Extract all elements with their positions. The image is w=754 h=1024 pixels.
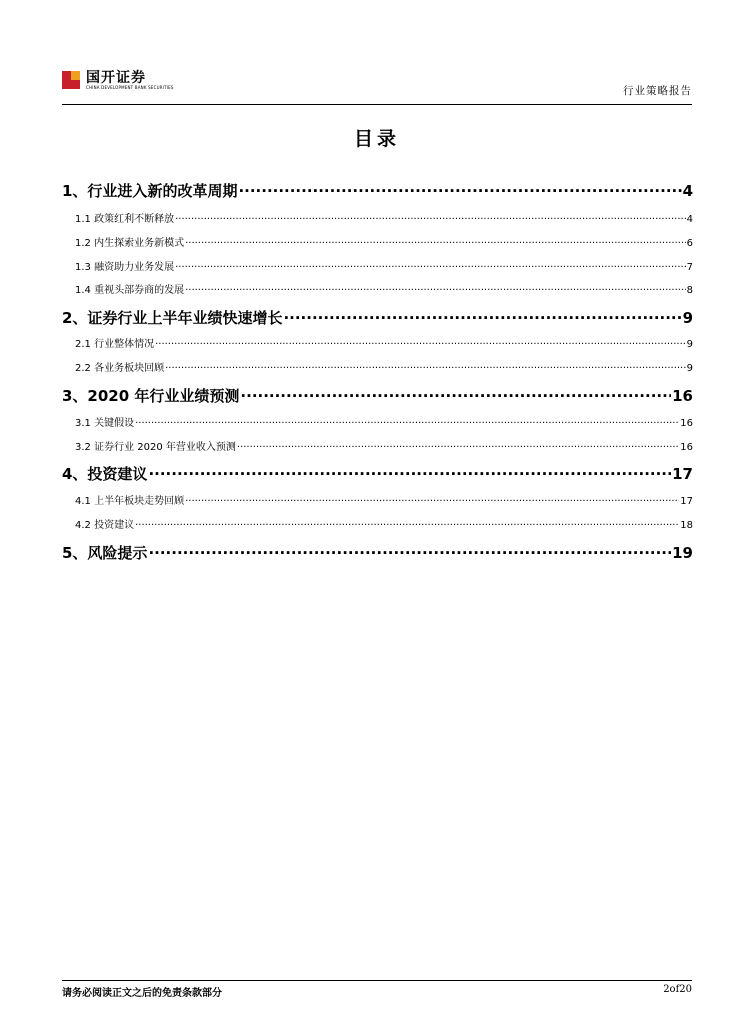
toc-entry-title: 1、行业进入新的改革周期 <box>62 182 238 200</box>
toc-section-entry[interactable] <box>62 492 693 507</box>
toc-leader-dots <box>237 440 679 450</box>
toc-leader-dots <box>135 416 679 426</box>
toc-leader-dots <box>175 212 686 222</box>
toc-section-entry[interactable] <box>62 438 693 453</box>
toc-leader-dots <box>185 494 679 504</box>
toc-section-entry[interactable] <box>62 335 693 350</box>
toc-entry-title: 4.1 上半年板块走势回顾 <box>75 496 185 507</box>
toc-entry-title: 3.1 关键假设 <box>75 418 135 429</box>
logo-subtitle: CHINA DEVELOPMENT BANK SECURITIES <box>86 85 174 90</box>
toc-leader-dots <box>238 181 681 196</box>
toc-leader-dots <box>240 386 671 401</box>
toc-entry-page: 4 <box>682 182 693 200</box>
toc-section-entry[interactable] <box>62 516 693 531</box>
toc-leader-dots <box>148 464 671 479</box>
toc-leader-dots <box>175 260 686 270</box>
toc-section-entry[interactable] <box>62 258 693 273</box>
toc-entry-title: 3、2020 年行业业绩预测 <box>62 387 240 405</box>
toc-entry-title: 3.2 证券行业 2020 年营业收入预测 <box>75 442 236 453</box>
toc-section-entry[interactable] <box>62 414 693 429</box>
disclaimer-text: 请务必阅读正文之后的免责条款部分 <box>62 988 222 999</box>
toc-entry-title: 1.2 内生探索业务新模式 <box>75 238 185 249</box>
toc-entry-page: 17 <box>680 496 693 507</box>
toc-entry-title: 4.2 投资建议 <box>75 520 135 531</box>
toc-entry-title: 2.2 各业务板块回顾 <box>75 363 165 374</box>
toc-entry-page: 16 <box>672 387 693 405</box>
toc-chapter-entry[interactable] <box>62 542 693 563</box>
toc-section-entry[interactable] <box>62 234 693 249</box>
toc-chapter-entry[interactable] <box>62 463 693 484</box>
toc-entry-page: 17 <box>672 465 693 483</box>
toc-entry-page: 18 <box>680 520 693 531</box>
toc-entry-page: 9 <box>682 309 693 327</box>
toc-entry-page: 9 <box>686 363 693 374</box>
toc-entry-page: 7 <box>686 262 693 273</box>
toc-entry-title: 4、投资建议 <box>62 465 148 483</box>
toc-entry-title: 5、风险提示 <box>62 544 148 562</box>
toc-entry-title: 2.1 行业整体情况 <box>75 339 155 350</box>
toc-leader-dots <box>155 337 686 347</box>
page-footer <box>62 980 692 1001</box>
page-header <box>62 66 692 105</box>
toc-title: 目录 <box>353 128 400 150</box>
toc-entry-page: 6 <box>686 238 693 249</box>
toc-leader-dots <box>165 361 686 371</box>
toc-leader-dots <box>148 543 671 558</box>
toc-section-entry[interactable] <box>62 210 693 225</box>
toc-chapter-entry[interactable] <box>62 385 693 406</box>
toc-chapter-entry[interactable] <box>62 307 693 328</box>
toc-entry-title: 1.1 政策红利不断释放 <box>75 214 175 225</box>
toc-section-entry[interactable] <box>62 359 693 374</box>
toc-entry-page: 9 <box>686 339 693 350</box>
toc-leader-dots <box>283 308 681 323</box>
toc-entry-title: 1.4 重视头部券商的发展 <box>75 285 185 296</box>
report-type: 行业策略报告 <box>623 85 692 97</box>
toc-entry-page: 19 <box>672 544 693 562</box>
toc-leader-dots <box>185 283 686 293</box>
toc-entry-page: 4 <box>686 214 693 225</box>
page-number: 2of20 <box>663 984 692 995</box>
toc-leader-dots <box>135 518 679 528</box>
toc-leader-dots <box>185 236 686 246</box>
logo-name: 国开证券 <box>86 70 146 86</box>
toc-entry-page: 16 <box>680 418 693 429</box>
logo-mark-icon <box>62 71 80 89</box>
toc-section-entry[interactable] <box>62 281 693 296</box>
toc-entry-page: 16 <box>680 442 693 453</box>
toc-entry-page: 8 <box>686 285 693 296</box>
toc-chapter-entry[interactable] <box>62 180 693 201</box>
toc-entry-title: 1.3 融资助力业务发展 <box>75 262 175 273</box>
toc-entry-title: 2、证券行业上半年业绩快速增长 <box>62 309 283 327</box>
